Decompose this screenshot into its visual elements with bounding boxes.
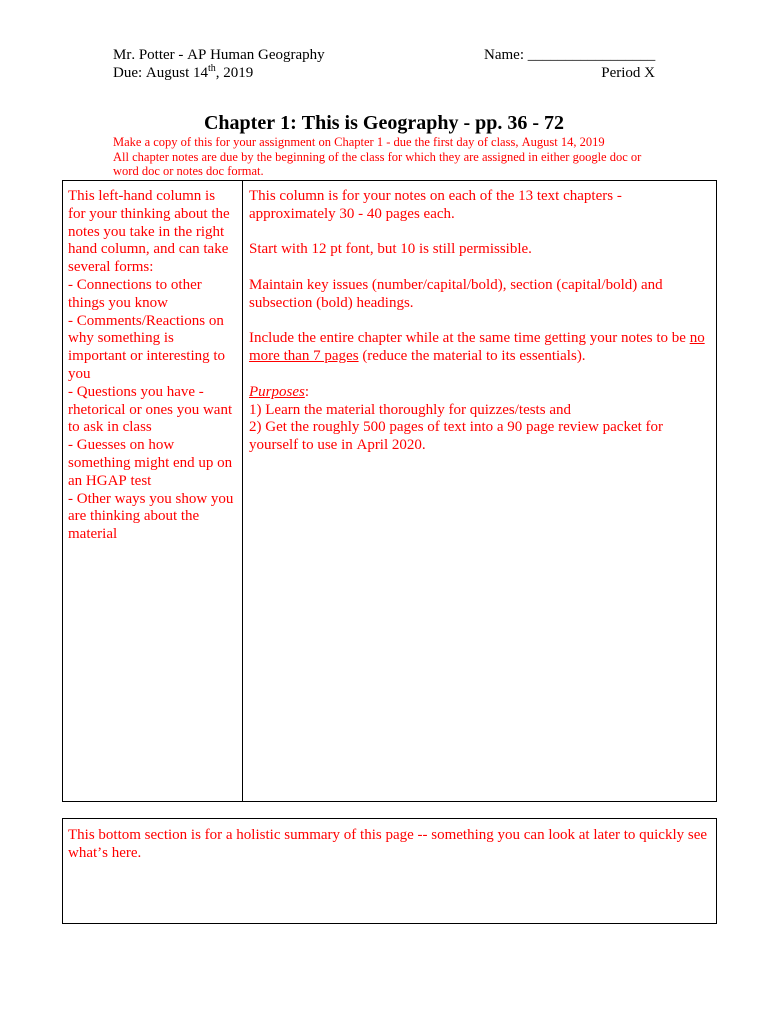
notes-instruction-paragraph: This column is for your notes on each of the 13 text chapters - approximately 30 - 40 pages each. <box>249 188 622 222</box>
instruction-line: Make a copy of this for your assignment on Chapter 1 - due the first day of class, August 14, 2019 <box>113 135 605 149</box>
notes-instruction-paragraph: Maintain key issues (number/capital/bold), section (capital/bold) and subsection (bold) headings. <box>249 276 663 311</box>
due-date <box>113 64 253 82</box>
instruction-line: All chapter notes are due by the beginning of the class for which they are assigned in either google doc or word doc or notes doc format. <box>113 149 642 178</box>
course-title: Mr. Potter - AP Human Geography <box>113 47 325 63</box>
purposes-heading-label: Purposes <box>249 383 305 400</box>
name-field-label: Name: _________________ <box>484 47 656 63</box>
purpose-item: 1) Learn the material thoroughly for quizzes/tests and <box>249 401 571 418</box>
cornell-notes-table <box>62 180 717 802</box>
due-date-prefix: Due: August 14 <box>113 65 208 81</box>
due-date-suffix: , 2019 <box>215 65 254 81</box>
column-divider <box>242 181 243 801</box>
cue-column-item: - Guesses on how something might end up on an HGAP test <box>68 437 233 489</box>
summary-instructions: This bottom section is for a holistic summary of this page -- something you can look at later to quickly see what’s here. <box>68 827 708 861</box>
due-date-ordinal: th <box>208 63 216 74</box>
page-limit-tail: (reduce the material to its essentials). <box>358 348 586 365</box>
notes-column <box>249 188 711 455</box>
purposes-section <box>249 384 711 455</box>
period-label: Period X <box>601 65 655 81</box>
assignment-instructions <box>113 135 658 179</box>
page-limit-emphasis: no more than 7 pages <box>249 330 705 365</box>
cue-column-intro: This left-hand column is for your thinking about the notes you take in the right hand column, and can take several forms: <box>68 188 230 276</box>
purpose-item: 2) Get the roughly 500 pages of text into a 90 page review packet for yourself to use in April 2020. <box>249 419 664 454</box>
cue-column-item: - Connections to other things you know <box>68 276 202 311</box>
chapter-title: Chapter 1: This is Geography - pp. 36 - 72 <box>203 112 565 134</box>
purposes-heading <box>249 384 711 402</box>
cue-column <box>68 188 235 544</box>
cue-column-item: - Comments/Reactions on why something is important or interesting to you <box>68 312 226 382</box>
page-limit-paragraph <box>249 330 711 366</box>
cue-column-item: - Questions you have - rhetorical or ones you want to ask in class <box>68 383 233 436</box>
cue-column-item: - Other ways you show you are thinking about the material <box>68 490 234 543</box>
purposes-heading-colon: : <box>304 383 310 400</box>
notes-instruction-paragraph: Start with 12 pt font, but 10 is still permissible. <box>249 241 532 258</box>
page-limit-lead: Include the entire chapter while at the same time getting your notes to be <box>249 330 690 347</box>
summary-box <box>62 818 717 924</box>
